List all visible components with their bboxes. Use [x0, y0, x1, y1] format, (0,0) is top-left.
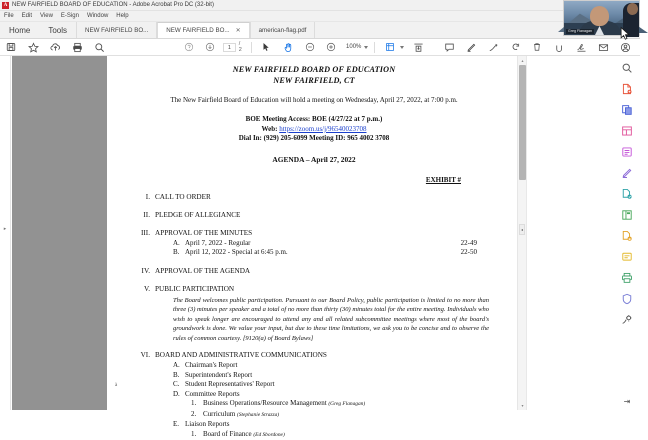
hand-tool-icon[interactable] [280, 40, 296, 55]
collapse-right-panel-icon[interactable]: ◂ [519, 224, 525, 235]
menu-bar [0, 11, 640, 22]
agenda-sublist [155, 361, 495, 440]
print-production-icon[interactable] [617, 268, 637, 288]
webcam-secondary-head [627, 3, 638, 15]
agenda-subitem [155, 420, 495, 430]
download-icon[interactable] [203, 40, 219, 55]
expand-left-panel-icon[interactable]: ▸ [3, 225, 7, 232]
home-tools-group [0, 22, 76, 38]
print-icon[interactable] [69, 40, 85, 55]
margin-marker: à [115, 383, 118, 388]
agenda-item-title: CALL TO ORDER [155, 192, 211, 201]
agenda-subsubitem [155, 430, 495, 440]
agenda-item-numeral: III. [141, 228, 150, 237]
delete-icon[interactable] [529, 40, 545, 55]
expand-tools-panel-icon[interactable]: ⇥ [623, 397, 631, 406]
webcam-participant-name: Greg Flanagan [568, 29, 592, 33]
agenda-item-numeral: IV. [141, 266, 150, 275]
menu-edit[interactable]: Edit [21, 13, 33, 19]
subitem-exhibit: 22-50 [460, 248, 477, 256]
help-icon[interactable] [181, 40, 197, 55]
chevron-down-icon[interactable] [364, 46, 368, 49]
search-document-icon[interactable] [617, 58, 637, 78]
doc-heading-line1: NEW FAIRFIELD BOARD OF EDUCATION [232, 65, 396, 74]
agenda-item-body [155, 350, 495, 440]
agenda-item [133, 284, 495, 344]
subitem-letter: C. [173, 380, 180, 389]
agenda-item-body [155, 228, 495, 258]
agenda-sublist [155, 239, 495, 258]
subsubitem-text [203, 399, 365, 410]
web-row [133, 125, 495, 135]
menu-window[interactable]: Window [86, 13, 109, 19]
agenda-item-numeral: VI. [140, 351, 150, 360]
zoom-link[interactable]: https://zoom.us/j/96540023708 [279, 124, 367, 133]
agenda-item-numeral: V. [143, 284, 150, 293]
combine-files-icon[interactable] [617, 184, 637, 204]
agenda-item [133, 210, 495, 220]
title-bar [0, 0, 640, 11]
page-navigator[interactable] [223, 41, 245, 53]
agenda-item-title: PLEDGE OF ALLEGIANCE [155, 210, 241, 219]
agenda-item-body [155, 284, 495, 344]
document-tab-3-label: american-flag.pdf [258, 26, 307, 34]
subsubitem-label: Curriculum [203, 409, 236, 418]
toolbar-page-group [178, 40, 368, 55]
undo-icon[interactable] [551, 40, 567, 55]
certificates-shield-icon[interactable] [617, 289, 637, 309]
scroll-up-icon[interactable]: ▴ [521, 58, 524, 63]
organize-pages-icon[interactable] [617, 205, 637, 225]
subitem-letter: E. [173, 420, 180, 429]
access-value: BOE (4/27/22 at 7 p.m.) [311, 115, 383, 123]
close-icon[interactable]: ✕ [235, 28, 241, 34]
page-total-label: / 2 [238, 41, 242, 53]
pdf-page-content [107, 56, 517, 440]
access-label: BOE Meeting Access: [245, 115, 311, 123]
agenda-item [133, 350, 495, 440]
document-tab-2[interactable] [157, 22, 249, 38]
tab-tools[interactable]: Tools [48, 25, 68, 35]
subsubitem-label: Business Operations/Resource Management [203, 399, 327, 408]
toolbar-divider-2 [374, 42, 375, 53]
stamp-icon[interactable] [507, 40, 523, 55]
toolbar-view-group [379, 40, 430, 55]
subitem-text: Liaison Reports [185, 420, 230, 429]
subitem-exhibit: 22-49 [460, 238, 477, 247]
save-icon[interactable] [3, 40, 19, 55]
zoom-out-icon[interactable] [302, 40, 318, 55]
zoom-in-icon[interactable] [323, 40, 339, 55]
acrobat-logo-icon: A [3, 2, 8, 8]
comment-tool-icon[interactable] [617, 142, 637, 162]
menu-esign[interactable]: E-Sign [60, 13, 79, 19]
agenda-subitem [155, 371, 495, 381]
subitem-letter: B. [173, 370, 180, 379]
subitem-letter: A. [173, 238, 180, 247]
agenda-item-numeral: I. [145, 192, 150, 201]
doc-heading-line2: NEW FAIRFIELD, CT [273, 76, 355, 85]
menu-view[interactable]: View [40, 13, 53, 19]
subsubitem-person: (Ed Sbordone) [253, 431, 285, 438]
toolbar-annotate-group [438, 40, 570, 55]
document-tab-1[interactable] [76, 22, 157, 38]
subsubitem-text [203, 410, 279, 421]
agenda-subitem [155, 248, 495, 258]
draw-icon[interactable] [485, 40, 501, 55]
zoom-level-selector[interactable] [346, 44, 368, 50]
email-icon[interactable] [595, 40, 611, 55]
subitem-text: April 12, 2022 - Special at 6:45 p.m. [185, 248, 288, 256]
document-tab-2-label: NEW FAIRFIELD BO... [166, 27, 230, 34]
agenda-item [133, 192, 495, 202]
toolbar-divider [251, 42, 252, 53]
highlight-pen-icon[interactable] [463, 40, 479, 55]
document-tab-3[interactable] [250, 22, 316, 38]
fit-width-icon[interactable] [411, 40, 427, 55]
agenda-item-numeral: II. [143, 210, 150, 219]
subsubitem-number: 1. [191, 429, 197, 438]
tools-sidebar [526, 56, 640, 410]
more-tools-icon[interactable] [617, 310, 637, 330]
doc-exhibit-header: EXHIBIT # [425, 175, 461, 184]
toolbar-left-group [0, 40, 110, 55]
select-tool-icon[interactable] [259, 40, 275, 55]
doc-agenda-title: AGENDA – April 27, 2022 [272, 154, 356, 164]
page-number-input[interactable]: 1 [223, 43, 236, 52]
agenda-item-title: APPROVAL OF THE MINUTES [155, 228, 253, 237]
agenda-subitem [155, 239, 495, 249]
document-tab-1-label: NEW FAIRFIELD BO... [85, 26, 149, 34]
page-background-gray [12, 56, 107, 410]
document-toolbar [0, 39, 640, 56]
redact-icon[interactable] [617, 226, 637, 246]
tools-sidebar-icons [615, 58, 639, 331]
subitem-text: April 7, 2022 - Regular [185, 238, 251, 247]
subsubitem-number: 2. [191, 409, 197, 418]
tab-bar [0, 22, 640, 39]
agenda-item-title: PUBLIC PARTICIPATION [155, 284, 235, 293]
doc-meeting-notice: The New Fairfield Board of Education will hold a meeting on Wednesday, April 27, 2022, at 7:00 p.m. [170, 96, 458, 104]
subitem-letter: D. [173, 389, 180, 398]
subsubitem-person: (Stephanie Strazza) [237, 411, 280, 418]
agenda-subitem [155, 390, 495, 400]
mouse-cursor [620, 27, 631, 46]
subitem-text: Committee Reports [185, 389, 240, 398]
protect-icon[interactable] [617, 247, 637, 267]
public-participation-paragraph: The Board welcomes public participation. Pursuant to our Board Policy, public participation is limited to no more than three (3) minutes per speaker and a total of no more than thirty (30) minutes total for the entire meeting. Individuals who wish to speak longer are encouraged to attend any and all related subcommittee meetings where most of the board's groundwork is done. We value your input, but due to these time limitations, we ask you to be concise and to observe the rules of common courtesy. [9120(a) of Board Bylaws] [173, 296, 489, 342]
subsubitem-number: 1. [191, 399, 197, 408]
menu-file[interactable]: File [4, 13, 14, 19]
subitem-letter: B. [173, 248, 180, 256]
agenda-subitem [155, 361, 495, 371]
star-icon[interactable] [25, 40, 41, 55]
window-title: NEW FAIRFIELD BOARD OF EDUCATION - Adobe Acrobat Pro DC (32-bit) [12, 2, 214, 8]
access-row [133, 115, 495, 125]
subsubitem-label: Board of Finance [203, 429, 252, 438]
fill-and-sign-icon[interactable] [617, 163, 637, 183]
zoom-level-value: 100% [346, 44, 362, 50]
subitem-text: Superintendent's Report [185, 370, 253, 379]
subitem-text: Student Representatives' Report [185, 380, 275, 389]
scrollbar-thumb[interactable] [519, 65, 526, 180]
fit-page-icon[interactable] [382, 40, 398, 55]
edit-pdf-icon[interactable] [617, 121, 637, 141]
left-navigation-rail [0, 56, 11, 410]
agenda-subsubitem [155, 410, 495, 421]
web-label: Web: [261, 124, 278, 133]
agenda-item [133, 228, 495, 258]
tab-home[interactable]: Home [9, 25, 31, 35]
create-pdf-icon[interactable] [617, 100, 637, 120]
agenda-item-title: BOARD AND ADMINISTRATIVE COMMUNICATIONS [155, 351, 327, 360]
subsubitem-text [203, 430, 285, 440]
chevron-down-icon-2[interactable] [400, 46, 404, 49]
subsubitem-person: (Greg Flanagan) [328, 401, 366, 408]
agenda-subitem [155, 380, 495, 390]
agenda-item-title: APPROVAL OF THE AGENDA [155, 266, 251, 275]
subitem-letter: A. [173, 361, 180, 370]
scroll-down-icon[interactable]: ▾ [521, 403, 524, 408]
upload-cloud-icon[interactable] [47, 40, 63, 55]
webcam-person-head [590, 6, 609, 26]
signature-icon[interactable] [573, 40, 589, 55]
pdf-page [107, 56, 517, 438]
comment-icon[interactable] [441, 40, 457, 55]
doc-meeting-access [133, 115, 495, 144]
menu-help[interactable]: Help [116, 13, 129, 19]
find-icon[interactable] [91, 40, 107, 55]
agenda-item [133, 266, 495, 276]
agenda-subsubitem [155, 399, 495, 410]
dial-in-row: Dial In: (929) 205-6099 Meeting ID: 965 4002 3708 [238, 134, 390, 142]
export-pdf-icon[interactable] [617, 79, 637, 99]
subitem-text: Chairman's Report [185, 361, 238, 370]
